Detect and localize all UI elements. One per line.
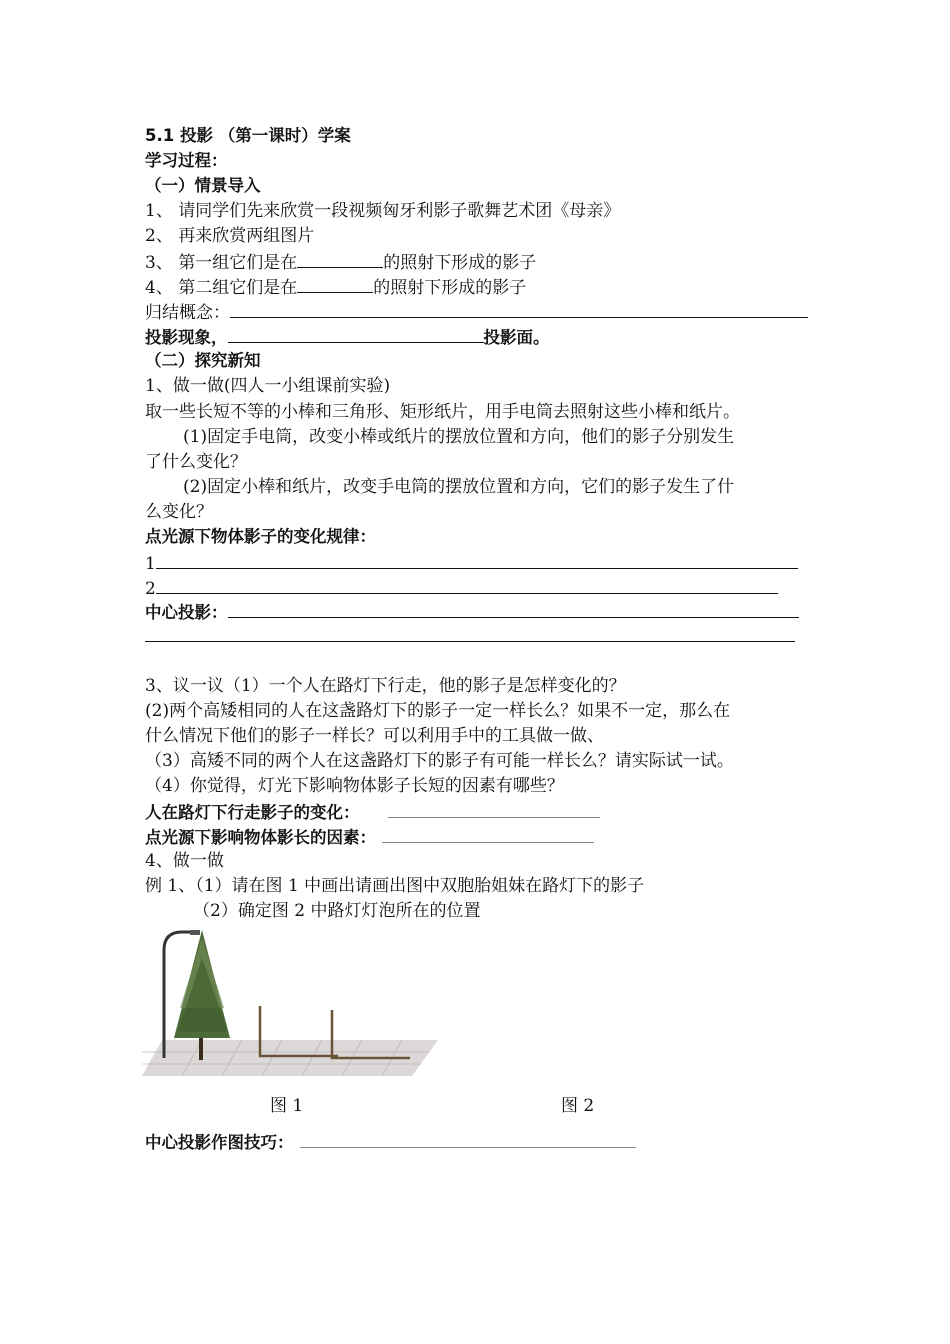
question-1-line1: (1)固定手电筒，改变小棒或纸片的摆放位置和方向，他们的影子分别发生 bbox=[183, 427, 735, 447]
rule-2-blank[interactable] bbox=[156, 575, 778, 594]
central-blank[interactable] bbox=[228, 599, 799, 618]
activity-1: 1、做一做(四人一小组课前实验) bbox=[145, 376, 391, 396]
projection-post: 投影面。 bbox=[483, 328, 550, 347]
blank-4[interactable] bbox=[297, 274, 373, 293]
lamp-head bbox=[190, 930, 200, 935]
figure-1-caption: 图 1 bbox=[270, 1096, 304, 1116]
technique-line bbox=[145, 1129, 636, 1155]
item-1: 1、 请同学们先来欣赏一段视频匈牙利影子歌舞艺术团《母亲》 bbox=[145, 201, 621, 221]
walk-label: 人在路灯下行走影子的变化： bbox=[145, 803, 360, 822]
discuss-2-line1: (2)两个高矮相同的人在这盏路灯下的影子一定一样长么？如果不一定，那么在 bbox=[145, 701, 731, 721]
factor-line bbox=[145, 824, 594, 850]
central-line bbox=[145, 599, 799, 625]
question-1-line2: 了什么变化？ bbox=[145, 452, 247, 472]
rule-2-line bbox=[145, 575, 778, 601]
question-2-line2: 么变化？ bbox=[145, 502, 213, 522]
item-2: 2、 再来欣赏两组图片 bbox=[145, 226, 315, 246]
walk-line bbox=[145, 799, 600, 825]
doc-title: 5.1 投影 （第一课时）学案 bbox=[145, 126, 351, 145]
central-label: 中心投影： bbox=[145, 603, 228, 622]
streetlight-figure bbox=[142, 928, 442, 1076]
item-4 bbox=[145, 274, 526, 300]
projection-pre: 投影现象， bbox=[145, 328, 228, 347]
concept-blank[interactable] bbox=[230, 299, 808, 318]
rule-2: 2 bbox=[145, 579, 156, 599]
walk-blank[interactable] bbox=[388, 799, 600, 818]
rule-1-blank[interactable] bbox=[156, 550, 798, 569]
question-2-line1: (2)固定小棒和纸片，改变手电筒的摆放位置和方向，它们的影子发生了什 bbox=[183, 477, 735, 497]
concept-label: 归结概念： bbox=[145, 303, 230, 323]
section2-heading: （二）探究新知 bbox=[145, 351, 261, 370]
example-1: 例 1、（1）请在图 1 中画出请画出图中双胞胎姐妹在路灯下的影子 bbox=[145, 876, 645, 896]
rule-1: 1 bbox=[145, 554, 156, 574]
section1-heading: （一）情景导入 bbox=[145, 176, 261, 195]
projection-line bbox=[145, 324, 550, 350]
central-blank-2[interactable] bbox=[145, 641, 795, 642]
discuss-3: （3）高矮不同的两个人在这盏路灯下的影子有可能一样长么？请实际试一试。 bbox=[145, 751, 734, 771]
item-4-pre: 4、 第二组它们是在 bbox=[145, 278, 298, 298]
item-3 bbox=[145, 249, 536, 275]
blank-3[interactable] bbox=[297, 249, 383, 268]
activity-4: 4、做一做 bbox=[145, 851, 224, 871]
technique-label: 中心投影作图技巧： bbox=[145, 1133, 294, 1152]
projection-blank[interactable] bbox=[228, 324, 484, 343]
activity-1-desc: 取一些长短不等的小棒和三角形、矩形纸片，用手电筒去照射这些小棒和纸片。 bbox=[145, 402, 740, 422]
factor-label: 点光源下影响物体影长的因素： bbox=[145, 828, 376, 847]
discuss-4: （4）你觉得，灯光下影响物体影子长短的因素有哪些？ bbox=[145, 776, 564, 796]
factor-blank[interactable] bbox=[382, 824, 594, 843]
rule-label: 点光源下物体影子的变化规律： bbox=[145, 527, 376, 546]
process-label: 学习过程： bbox=[145, 151, 228, 170]
concept-line bbox=[145, 299, 808, 325]
item-4-post: 的照射下形成的影子 bbox=[373, 278, 527, 298]
item-3-pre: 3、 第一组它们是在 bbox=[145, 253, 298, 273]
item-3-post: 的照射下形成的影子 bbox=[383, 253, 537, 273]
figure-2-caption: 图 2 bbox=[561, 1096, 595, 1116]
example-1-part2: （2）确定图 2 中路灯灯泡所在的位置 bbox=[193, 901, 481, 921]
technique-blank[interactable] bbox=[300, 1129, 636, 1148]
rule-1-line bbox=[145, 550, 798, 576]
discuss-2-line2: 什么情况下他们的影子一样长？可以利用手中的工具做一做、 bbox=[145, 726, 604, 746]
discuss-1: 3、议一议（1）一个人在路灯下行走，他的影子是怎样变化的？ bbox=[145, 676, 626, 696]
